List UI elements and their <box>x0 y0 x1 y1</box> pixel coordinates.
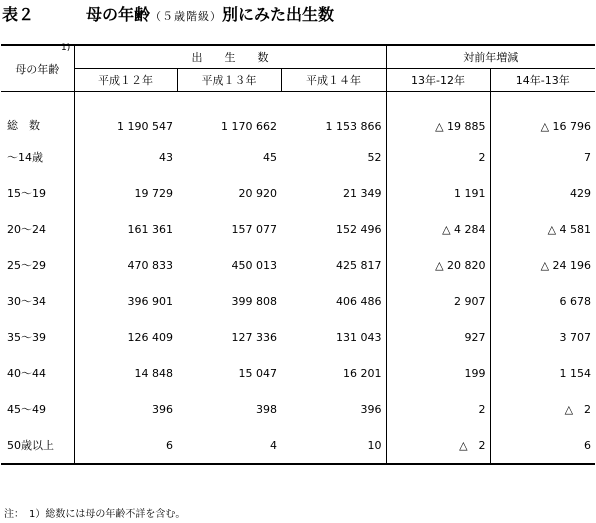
cell-h12: 6 <box>74 427 177 464</box>
footnote: 注： 1）総数には母の年齢不詳を含む。 <box>4 509 186 520</box>
births-table <box>1 44 595 465</box>
cell-d1: 2 <box>386 139 490 175</box>
cell-d2: 6 678 <box>559 294 592 308</box>
age-label: 35～39 <box>1 319 74 355</box>
title-sub: （５歳階級） <box>150 10 223 23</box>
cell-h13: 45 <box>263 150 277 164</box>
cell-d2: 3 707 <box>559 330 592 344</box>
table-row <box>1 92 595 140</box>
cell-h13: 1 170 662 <box>221 120 277 133</box>
total-label: 総 数 <box>7 119 40 132</box>
cell-h12: 396 <box>152 402 173 416</box>
cell-d2: 6 <box>490 427 595 464</box>
age-label: 45～49 <box>1 391 74 427</box>
table-row <box>1 319 595 355</box>
cell-d1: 2 <box>386 391 490 427</box>
table-number: 表２ <box>2 5 35 24</box>
cell-h12: 19 729 <box>134 186 173 200</box>
cell-h14: 52 <box>281 139 386 175</box>
cell-h14: 406 486 <box>281 283 386 319</box>
cell-d2: △ 2 <box>564 403 592 416</box>
table-row <box>1 391 595 427</box>
page-title <box>2 2 592 28</box>
cell-d2: △ 4 581 <box>547 222 592 236</box>
col-h14: 平成１４年 <box>281 69 386 92</box>
age-label: 20～24 <box>1 211 74 247</box>
row-header: 母の年齢 <box>1 45 74 92</box>
cell-h12: 14 848 <box>134 366 173 380</box>
col-d2: 14年-13年 <box>490 69 595 92</box>
cell-d1: 1 191 <box>386 175 490 211</box>
title-main: 母の年齢 <box>86 5 151 24</box>
cell-h12: 1 190 547 <box>117 120 173 133</box>
cell-h13: 450 013 <box>231 258 277 272</box>
cell-h13: 15 047 <box>238 366 277 380</box>
age-label: ～14歳 <box>1 139 74 175</box>
age-label: 30～34 <box>1 283 74 319</box>
cell-h12: 396 901 <box>127 294 173 308</box>
cell-d2: △ 16 796 <box>540 120 592 133</box>
col-h12: 平成１２年 <box>74 69 177 92</box>
age-label: 1) 総 数 <box>1 92 74 140</box>
table-row <box>1 355 595 391</box>
cell-h13: 399 808 <box>231 294 277 308</box>
cell-d1: △ 2 <box>386 427 490 464</box>
cell-d2: 429 <box>570 186 592 200</box>
age-label: 15～19 <box>1 175 74 211</box>
cell-h12: 470 833 <box>127 258 173 272</box>
cell-d2: △ 24 196 <box>540 258 592 272</box>
cell-h13: 398 <box>256 402 277 416</box>
age-label: 40～44 <box>1 355 74 391</box>
table-row <box>1 139 595 175</box>
table-row <box>1 427 595 464</box>
col-h13: 平成１３年 <box>177 69 281 92</box>
cell-h14: 1 153 866 <box>281 92 386 140</box>
col-d1: 13年-12年 <box>386 69 490 92</box>
cell-h14: 152 496 <box>281 211 386 247</box>
cell-d1: 2 907 <box>386 283 490 319</box>
cell-d2: 1 154 <box>559 366 592 380</box>
cell-h14: 131 043 <box>281 319 386 355</box>
cell-h12: 126 409 <box>127 330 173 344</box>
table-row <box>1 211 595 247</box>
cell-h13: 127 336 <box>231 330 277 344</box>
group-births-header: 出 生 数 <box>74 45 386 69</box>
cell-h13: 20 920 <box>238 186 277 200</box>
title-tail: 別にみた出生数 <box>222 5 335 24</box>
age-label: 25～29 <box>1 247 74 283</box>
group-change-header: 対前年増減 <box>386 45 595 69</box>
cell-d1: △ 20 820 <box>386 247 490 283</box>
cell-h14: 21 349 <box>281 175 386 211</box>
age-label: 50歳以上 <box>1 427 74 464</box>
cell-d1: 927 <box>386 319 490 355</box>
cell-h14: 425 817 <box>281 247 386 283</box>
cell-h12: 43 <box>159 150 173 164</box>
table-row <box>1 175 595 211</box>
cell-d2: 7 <box>584 150 592 164</box>
cell-h12: 161 361 <box>127 222 173 236</box>
cell-d1: 199 <box>386 355 490 391</box>
cell-h14: 396 <box>281 391 386 427</box>
title-text <box>86 2 334 30</box>
cell-d1: △ 19 885 <box>386 92 490 140</box>
cell-h13: 4 <box>177 427 281 464</box>
table-row <box>1 283 595 319</box>
cell-d1: △ 4 284 <box>386 211 490 247</box>
table-row <box>1 247 595 283</box>
cell-h13: 157 077 <box>231 222 277 236</box>
cell-h14: 10 <box>281 427 386 464</box>
cell-h14: 16 201 <box>281 355 386 391</box>
